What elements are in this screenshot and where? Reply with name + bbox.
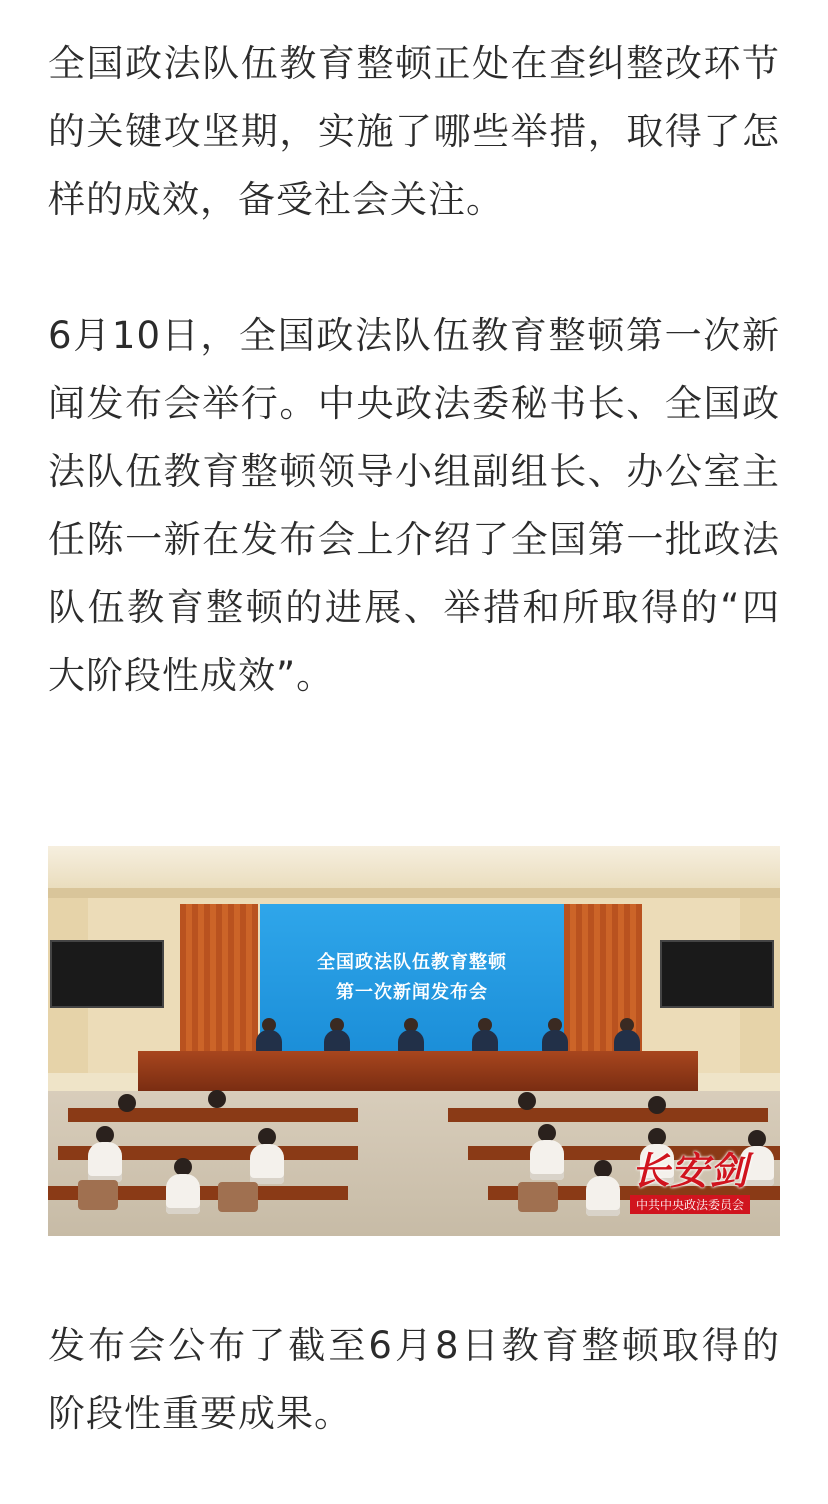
watermark-title: 长安剑 [631,1148,749,1193]
audience-member-head [648,1096,666,1114]
paragraph-press-conference: 6月10日，全国政法队伍教育整顿第一次新闻发布会举行。中央政法委秘书长、全国政法队伍教育整顿领导小组副组长、办公室主任陈一新在发布会上介绍了全国第一批政法队伍教育整顿的进展、举措和所取得的“四大阶段性成效”。 [48,314,780,697]
paragraph-intro: 全国政法队伍教育整顿正处在查纠整改环节的关键攻坚期，实施了哪些举措，取得了怎样的成效，备受社会关注。 [48,42,780,221]
audience-chair [78,1180,118,1210]
audience-member-head [118,1094,136,1112]
paragraph-results: 发布会公布了截至6月8日教育整顿取得的阶段性重要成果。 [48,1324,780,1435]
photo-podium [138,1051,698,1091]
audience-member-head [208,1090,226,1108]
screen-title-line-1: 全国政法队伍教育整顿 [317,952,507,973]
audience-member [88,1142,122,1182]
photo-tv-right [660,940,774,1008]
photo-ceiling-band [48,888,780,898]
audience-chair [218,1182,258,1212]
audience-desk [68,1108,358,1122]
audience-chair [518,1182,558,1212]
press-conference-photo [48,846,780,1236]
audience-member-head [518,1092,536,1110]
audience-member [166,1174,200,1214]
audience-member [586,1176,620,1216]
photo-curtain-left [180,904,258,1054]
photo-tv-left [50,940,164,1008]
audience-desk [448,1108,768,1122]
screen-title-line-2: 第一次新闻发布会 [336,982,488,1003]
watermark-subtitle: 中共中央政法委员会 [630,1195,750,1214]
audience-member [250,1144,284,1184]
changanjian-watermark [630,1140,750,1214]
audience-member [530,1140,564,1180]
